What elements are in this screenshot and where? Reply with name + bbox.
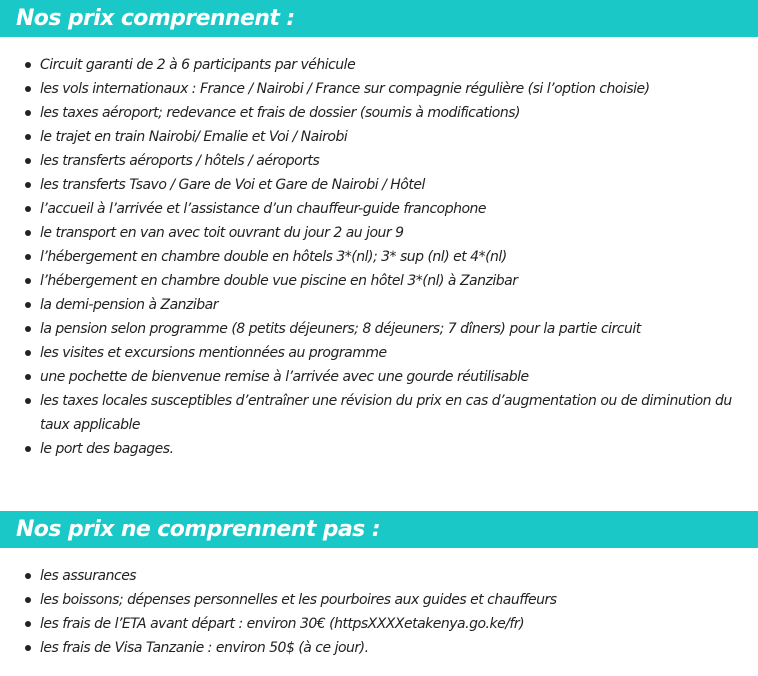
bullet-icon — [25, 398, 31, 404]
included-item-text: le transport en van avec toit ouvrant du jour 2 au jour 9 — [40, 225, 404, 241]
excluded-item-text: les boissons; dépenses personnelles et les pourboires aux guides et chauffeurs — [40, 592, 557, 608]
bullet-icon — [25, 597, 31, 603]
included-item-text: Circuit garanti de 2 à 6 participants par véhicule — [40, 57, 356, 73]
excluded-list — [0, 564, 758, 660]
bullet-icon — [25, 302, 31, 308]
included-list-item — [0, 365, 758, 389]
included-item-text: les visites et excursions mentionnées au programme — [40, 345, 387, 361]
included-item-text: les taxes locales susceptibles d’entraîner une révision du prix en cas d’augmentation ou de diminution du taux applicable — [40, 393, 732, 433]
excluded-list-item — [0, 564, 758, 588]
excluded-list-item — [0, 612, 758, 636]
bullet-icon — [25, 446, 31, 452]
excluded-list-item — [0, 636, 758, 660]
bullet-icon — [25, 62, 31, 68]
included-item-text: le port des bagages. — [40, 441, 174, 457]
excluded-item-text: les frais de Visa Tanzanie : environ 50$ (à ce jour). — [40, 640, 369, 656]
included-list-item — [0, 149, 758, 173]
included-item-text: l’accueil à l’arrivée et l’assistance d’un chauffeur-guide francophone — [40, 201, 487, 217]
bullet-icon — [25, 158, 31, 164]
included-section-title: Nos prix comprennent : — [0, 0, 758, 37]
included-item-text: la pension selon programme (8 petits déjeuners; 8 déjeuners; 7 dîners) pour la partie circuit — [40, 321, 641, 337]
included-item-text: la demi-pension à Zanzibar — [40, 297, 218, 313]
included-list-item — [0, 197, 758, 221]
included-list — [0, 53, 758, 461]
bullet-icon — [25, 110, 31, 116]
bullet-icon — [25, 645, 31, 651]
included-item-text: les transferts aéroports / hôtels / aéroports — [40, 153, 320, 169]
included-list-item — [0, 389, 758, 437]
bullet-icon — [25, 206, 31, 212]
bullet-icon — [25, 230, 31, 236]
excluded-item-text: les assurances — [40, 568, 137, 584]
bullet-icon — [25, 254, 31, 260]
included-list-item — [0, 269, 758, 293]
excluded-section-title: Nos prix ne comprennent pas : — [0, 511, 758, 548]
included-list-item — [0, 293, 758, 317]
excluded-item-text: les frais de l’ETA avant départ : environ 30€ (httpsXXXXetakenya.go.ke/fr) — [40, 616, 525, 632]
included-list-item — [0, 245, 758, 269]
bullet-icon — [25, 278, 31, 284]
included-item-text: l’hébergement en chambre double en hôtels 3*(nl); 3* sup (nl) et 4*(nl) — [40, 249, 507, 265]
included-list-item — [0, 341, 758, 365]
included-list-item — [0, 77, 758, 101]
included-item-text: une pochette de bienvenue remise à l’arrivée avec une gourde réutilisable — [40, 369, 529, 385]
excluded-list-item — [0, 588, 758, 612]
bullet-icon — [25, 573, 31, 579]
included-list-item — [0, 317, 758, 341]
included-list-item — [0, 173, 758, 197]
included-item-text: les taxes aéroport; redevance et frais de dossier (soumis à modifications) — [40, 105, 520, 121]
bullet-icon — [25, 326, 31, 332]
included-list-item — [0, 437, 758, 461]
included-item-text: l’hébergement en chambre double vue piscine en hôtel 3*(nl) à Zanzibar — [40, 273, 518, 289]
bullet-icon — [25, 134, 31, 140]
bullet-icon — [25, 182, 31, 188]
bullet-icon — [25, 374, 31, 380]
bullet-icon — [25, 350, 31, 356]
included-list-item — [0, 101, 758, 125]
included-list-item — [0, 53, 758, 77]
included-item-text: les transferts Tsavo / Gare de Voi et Gare de Nairobi / Hôtel — [40, 177, 425, 193]
included-list-item — [0, 221, 758, 245]
included-list-item — [0, 125, 758, 149]
included-item-text: les vols internationaux : France / Nairobi / France sur compagnie régulière (si l’option choisie) — [40, 81, 650, 97]
bullet-icon — [25, 86, 31, 92]
bullet-icon — [25, 621, 31, 627]
included-item-text: le trajet en train Nairobi/ Emalie et Voi / Nairobi — [40, 129, 348, 145]
